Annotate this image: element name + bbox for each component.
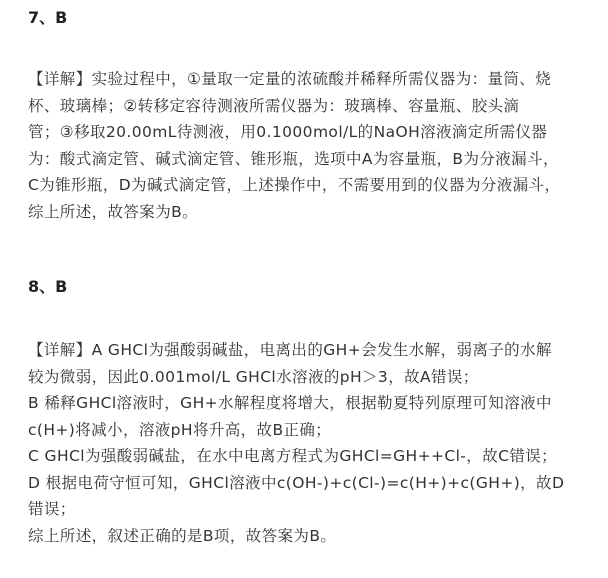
explanation-line: B 稀释GHCl溶液时，GH+水解程度将增大，根据勒夏特列原理可知溶液中	[28, 394, 552, 412]
question-7-heading: 7、B	[28, 8, 68, 27]
explanation-line: D 根据电荷守恒可知，GHCl溶液中c(OH-)+c(Cl-)=c(H+)+c(GH+)，故D	[28, 473, 565, 492]
question-8-heading: 8、B	[28, 277, 68, 296]
explanation-line: 综上所述，故答案为B。	[28, 202, 199, 221]
explanation-line: 错误；	[28, 500, 76, 518]
explanation-line: C为锥形瓶，D为碱式滴定管，上述操作中，不需要用到的仪器为分液漏斗，	[28, 176, 561, 194]
explanation-line: 为：酸式滴定管、碱式滴定管、锥形瓶，选项中A为容量瓶，B为分液漏斗，	[28, 149, 559, 168]
question-7-explanation	[28, 66, 584, 225]
explanation-line: 【详解】实验过程中，①量取一定量的浓硫酸并稀释所需仪器为：量筒、烧	[28, 70, 552, 88]
explanation-line: 综上所述，叙述正确的是B项，故答案为B。	[28, 526, 337, 545]
explanation-line: 较为微弱，因此0.001mol/L GHCl水溶液的pH＞3，故A错误；	[28, 367, 479, 386]
question-8-explanation	[28, 337, 584, 549]
explanation-line: 管；③移取20.00mL待测液，用0.1000mol/L的NaOH溶液滴定所需仪器	[28, 123, 548, 141]
explanation-line: C GHCl为强酸弱碱盐，在水中电离方程式为GHCl=GH++Cl-，故C错误；	[28, 447, 558, 465]
explanation-line: c(H+)将减小，溶液pH将升高，故B正确；	[28, 420, 332, 439]
explanation-line: 【详解】A GHCl为强酸弱碱盐，电离出的GH+会发生水解，弱离子的水解	[28, 341, 552, 359]
explanation-line: 杯、玻璃棒；②转移定容待测液所需仪器为：玻璃棒、容量瓶、胶头滴	[28, 96, 520, 115]
